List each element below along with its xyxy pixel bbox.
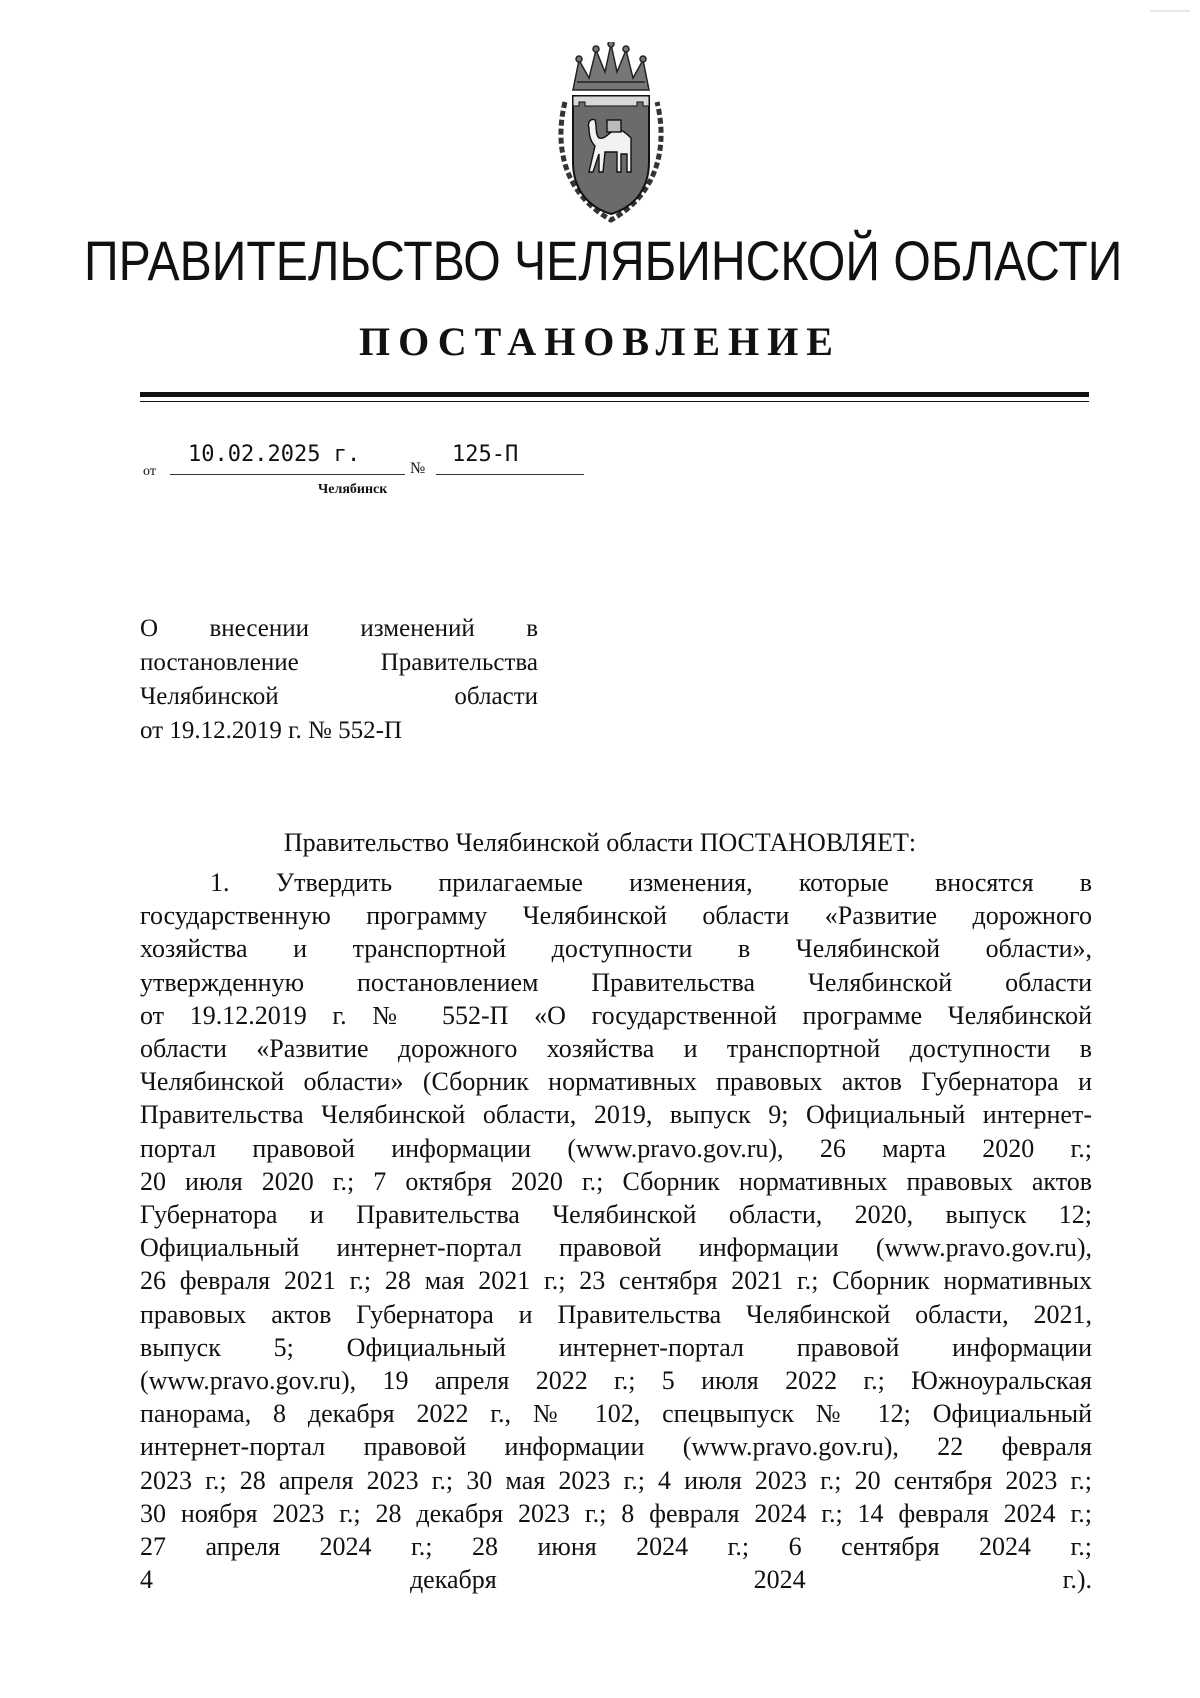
number-underline (436, 474, 584, 475)
body-line: 2023 г.; 28 апреля 2023 г.; 30 мая 2023 г.; 4 июля 2023 г.; 20 сентября 2023 г.; (140, 1465, 1092, 1495)
body-line: Челябинской области» (Сборник нормативных правовых актов Губернатора и (140, 1067, 1092, 1097)
document-city: Челябинск (318, 482, 388, 497)
body-line: 4 декабря 2024 г.). (140, 1565, 1092, 1595)
date-underline (170, 474, 405, 475)
body-line: государственную программу Челябинской области «Развитие дорожного (140, 901, 1092, 931)
document-type-heading: ПОСТАНОВЛЕНИЕ (359, 319, 841, 364)
number-sign-label: № (410, 460, 426, 477)
body-line: утвержденную постановлением Правительства Челябинской области (140, 967, 1092, 997)
subject-line: постановление Правительства (140, 649, 538, 676)
body-line: Официальный интернет-портал правовой информации (www.pravo.gov.ru), (140, 1233, 1092, 1263)
document-date: 10.02.2025 г. (188, 442, 361, 467)
body-line: (www.pravo.gov.ru), 19 апреля 2022 г.; 5 июля 2022 г.; Южноуральская (140, 1366, 1092, 1396)
body-line: 20 июля 2020 г.; 7 октября 2020 г.; Сборник нормативных правовых актов (140, 1166, 1092, 1196)
document-meta (140, 440, 600, 480)
body-line: 27 апреля 2024 г.; 28 июня 2024 г.; 6 сентября 2024 г.; (140, 1532, 1092, 1562)
preamble: Правительство Челябинской области ПОСТАНОВЛЯЕТ: (283, 828, 917, 857)
body-line: правовых актов Губернатора и Правительства Челябинской области, 2021, (140, 1299, 1092, 1329)
date-prefix-label: от (143, 464, 156, 479)
scan-artifact (1150, 10, 1190, 12)
body-line: портал правовой информации (www.pravo.gov.ru), 26 марта 2020 г.; (140, 1133, 1092, 1163)
subject-line: О внесении изменений в (140, 615, 538, 642)
body-line: 1. Утвердить прилагаемые изменения, которые вносятся в (210, 868, 1092, 897)
body-line: области «Развитие дорожного хозяйства и транспортной доступности в (140, 1034, 1092, 1064)
organization-title: ПРАВИТЕЛЬСТВО ЧЕЛЯБИНСКОЙ ОБЛАСТИ (84, 229, 1123, 292)
body-paragraph (140, 866, 1092, 1596)
body-line: хозяйства и транспортной доступности в Челябинской области», (140, 934, 1092, 964)
body-line: 30 ноября 2023 г.; 28 декабря 2023 г.; 8 февраля 2024 г.; 14 февраля 2024 г.; (140, 1498, 1092, 1528)
coat-of-arms-emblem (551, 42, 671, 224)
body-line: панорама, 8 декабря 2022 г., № 102, спецвыпуск № 12; Официальный (140, 1399, 1092, 1429)
document-subject (140, 612, 538, 748)
subject-line: от 19.12.2019 г. № 552-П (140, 717, 403, 744)
body-line: интернет-портал правовой информации (www.pravo.gov.ru), 22 февраля (140, 1432, 1092, 1462)
header-divider-thin (140, 401, 1089, 402)
body-line: 26 февраля 2021 г.; 28 мая 2021 г.; 23 сентября 2021 г.; Сборник нормативных (140, 1266, 1092, 1296)
subject-line: Челябинской области (140, 683, 538, 710)
shield-icon (573, 96, 649, 214)
crown-icon (573, 42, 649, 90)
body-line: выпуск 5; Официальный интернет-портал правовой информации (140, 1332, 1092, 1362)
header-divider-thick (140, 392, 1089, 397)
document-number: 125-П (452, 442, 519, 467)
body-line: от 19.12.2019 г. № 552-П «О государственной программе Челябинской (140, 1000, 1092, 1030)
body-line: Правительства Челябинской области, 2019, выпуск 9; Официальный интернет- (140, 1100, 1092, 1130)
body-line: Губернатора и Правительства Челябинской области, 2020, выпуск 12; (140, 1200, 1092, 1230)
